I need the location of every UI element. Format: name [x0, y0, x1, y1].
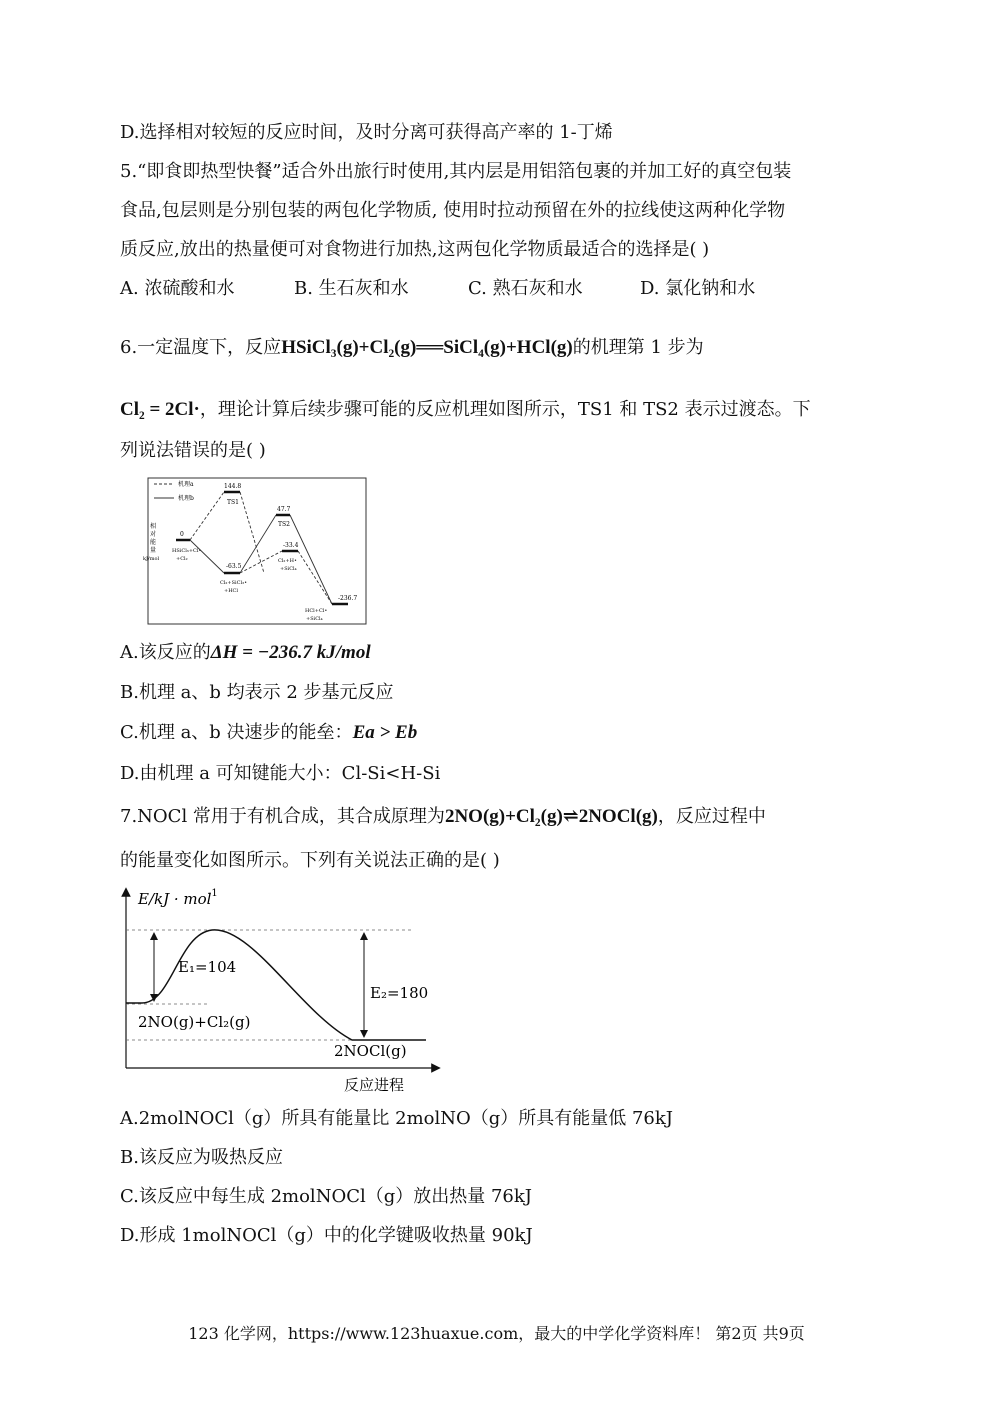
q5-options — [120, 277, 755, 301]
q7-stem-line1 — [120, 805, 766, 829]
ylabel-char: 能 — [150, 539, 157, 546]
q6-option-d: D.由机理 a 可知键能大小：Cl-Si<H-Si — [120, 763, 441, 784]
q7-stem-line2: 的能量变化如图所示。下列有关说法正确的是( ) — [120, 850, 500, 871]
product-label: 2NOCl(g) — [334, 1042, 407, 1060]
q6-stem-prefix: 6.一定温度下，反应 — [120, 337, 282, 358]
q6-stem-line2 — [120, 398, 811, 422]
level-label: +Cl₂ — [176, 556, 188, 562]
level-label: Cl₂+SiCl₃• — [220, 580, 248, 586]
q5-option-a: A. 浓硫酸和水 — [120, 278, 235, 299]
q6-option-a-formula: ΔH = −236.7 kJ/mol — [210, 642, 371, 663]
level-label: +SiCl₄ — [306, 616, 323, 622]
q5-option-c: C. 熟石灰和水 — [468, 278, 583, 299]
q6-equation: HSiCl₃(g)+Cl₂(g)══SiCl₄(g)+HCl(g) — [281, 337, 573, 358]
q7-stem-suffix: ，反应过程中 — [657, 806, 766, 827]
level-value: 144.8 — [224, 483, 242, 490]
reactant-label: 2NO(g)+Cl₂(g) — [138, 1013, 251, 1031]
q6-stem-line1 — [120, 336, 704, 360]
ylabel-char: 量 — [150, 547, 157, 554]
q6-stem-line3: 列说法错误的是( ) — [120, 440, 266, 461]
q6-option-b: B.机理 a、b 均表示 2 步基元反应 — [120, 682, 394, 703]
q6-option-c-formula: Ea > Eb — [352, 722, 418, 743]
q6-option-a-text: A.该反应的 — [120, 642, 211, 663]
legend-mechanism-a: 机理a — [178, 481, 194, 488]
q6-option-c-text: C.机理 a、b 决速步的能垒： — [120, 722, 353, 743]
level-label: HCl+Cl• — [305, 608, 328, 614]
level-value: -236.7 — [338, 595, 358, 602]
reaction-energy-diagram — [112, 884, 452, 1096]
level-value: 0 — [180, 531, 184, 538]
q7-option-c: C.该反应中每生成 2molNOCl（g）放出热量 76kJ — [120, 1186, 532, 1207]
q7-stem-prefix: 7.NOCl 常用于有机合成，其合成原理为 — [120, 806, 445, 827]
q5-stem-line3: 质反应,放出的热量便可对食物进行加热,这两包化学物质最适合的选择是( ) — [120, 239, 710, 260]
q5-stem-line1: 5.“即食即热型快餐”适合外出旅行时使用,其内层是用铝箔包裹的并加工好的真空包装 — [120, 161, 792, 182]
q6-option-a — [120, 641, 371, 665]
q5-option-b: B. 生石灰和水 — [294, 278, 409, 299]
q4-option-d: D.选择相对较短的反应时间，及时分离可获得高产率的 1-丁烯 — [120, 122, 613, 143]
q6-step1-equation: Cl₂ = 2Cl· — [120, 399, 200, 420]
q7-option-d: D.形成 1molNOCl（g）中的化学键吸收热量 90kJ — [120, 1225, 533, 1246]
ylabel-unit: kJ/mol — [143, 556, 160, 562]
level-value: 47.7 — [277, 506, 291, 513]
level-label: +SiCl₄ — [280, 566, 297, 572]
level-value: -33.4 — [283, 542, 299, 549]
level-value: -63.5 — [226, 563, 242, 570]
e1-label: E₁=104 — [178, 958, 237, 976]
q5-option-d: D. 氯化钠和水 — [640, 278, 756, 299]
q7-equation: 2NO(g)+Cl₂(g)⇌2NOCl(g) — [444, 806, 658, 827]
ylabel-char: 对 — [150, 531, 157, 538]
level-label: Cl₂+H• — [278, 558, 297, 564]
y-axis-label-exponent: -1 — [208, 888, 218, 899]
e2-label: E₂=180 — [370, 984, 429, 1002]
level-label: +HCl — [224, 588, 238, 594]
q6-option-c — [120, 721, 417, 745]
level-label: TS2 — [278, 521, 290, 528]
q5-stem-line2: 食品,包层则是分别包装的两包化学物质, 使用时拉动预留在外的拉线使这两种化学物 — [120, 200, 786, 221]
page-footer: 123 化学网，https://www.123huaxue.com，最大的中学化学资料库！ 第2页 共9页 — [188, 1324, 805, 1343]
mechanism-energy-diagram — [140, 476, 370, 628]
level-label: TS1 — [227, 499, 239, 506]
q6-stem-suffix: 的机理第 1 步为 — [572, 337, 704, 358]
y-axis-label: E/kJ · mol — [138, 890, 212, 908]
x-axis-label: 反应进程 — [344, 1076, 405, 1094]
q7-option-a: A.2molNOCl（g）所具有能量比 2molNO（g）所具有能量低 76kJ — [120, 1108, 674, 1129]
level-label: HSiCl₃+Cl• — [172, 548, 202, 554]
legend-mechanism-b: 机理b — [178, 495, 194, 502]
ylabel-char: 相 — [150, 523, 157, 530]
q6-stem-line2-text: ，理论计算后续步骤可能的反应机理如图所示，TS1 和 TS2 表示过渡态。下 — [199, 399, 811, 420]
q7-option-b: B.该反应为吸热反应 — [120, 1147, 283, 1168]
